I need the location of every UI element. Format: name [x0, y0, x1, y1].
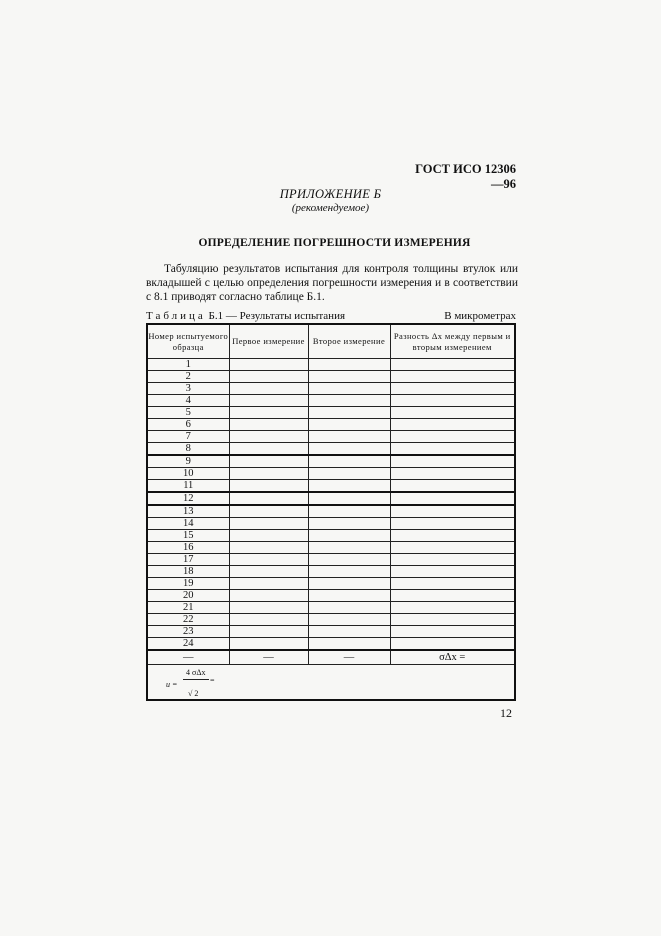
table-row: [147, 518, 515, 530]
sample-number-cell: 2: [147, 371, 229, 383]
results-table: [146, 323, 516, 701]
table-row: [147, 431, 515, 443]
table-row: [147, 419, 515, 431]
second-measurement-cell: [308, 431, 390, 443]
header-difference: Разность Δx между первым и вторым измерением: [390, 324, 515, 359]
difference-cell: [390, 419, 515, 431]
formula-cell: [147, 665, 515, 701]
summary-cell: —: [308, 650, 390, 665]
formula-denominator: √ 2: [188, 689, 199, 698]
second-measurement-cell: [308, 626, 390, 638]
appendix-title: ПРИЛОЖЕНИЕ Б: [279, 187, 382, 201]
difference-cell: [390, 443, 515, 456]
difference-cell: [390, 566, 515, 578]
sample-number-cell: 9: [147, 455, 229, 468]
first-measurement-cell: [229, 566, 308, 578]
sample-number-cell: 6: [147, 419, 229, 431]
standard-number: ГОСТ ИСО 12306—96: [415, 162, 516, 191]
difference-cell: [390, 554, 515, 566]
sample-number-cell: 4: [147, 395, 229, 407]
summary-cell: —: [147, 650, 229, 665]
summary-cell: —: [229, 650, 308, 665]
first-measurement-cell: [229, 407, 308, 419]
difference-cell: [390, 505, 515, 518]
first-measurement-cell: [229, 614, 308, 626]
table-row: [147, 359, 515, 371]
formula-lhs: u =: [166, 680, 178, 689]
difference-cell: [390, 638, 515, 651]
sample-number-cell: 16: [147, 542, 229, 554]
second-measurement-cell: [308, 518, 390, 530]
table-caption-text: Б.1 — Результаты испытания: [208, 310, 346, 322]
table-unit: В микрометрах: [444, 310, 516, 322]
second-measurement-cell: [308, 468, 390, 480]
first-measurement-cell: [229, 542, 308, 554]
sample-number-cell: 7: [147, 431, 229, 443]
difference-cell: [390, 359, 515, 371]
sample-number-cell: 8: [147, 443, 229, 456]
table-row: [147, 614, 515, 626]
table-row: [147, 468, 515, 480]
difference-cell: [390, 530, 515, 542]
sample-number-cell: 10: [147, 468, 229, 480]
difference-cell: [390, 395, 515, 407]
second-measurement-cell: [308, 359, 390, 371]
first-measurement-cell: [229, 578, 308, 590]
table-row: [147, 443, 515, 456]
difference-cell: [390, 578, 515, 590]
table-caption: [146, 310, 516, 322]
summary-row: [147, 650, 515, 665]
formula-equals: =: [210, 676, 215, 685]
sample-number-cell: 17: [147, 554, 229, 566]
formula-row: [147, 665, 515, 701]
sample-number-cell: 19: [147, 578, 229, 590]
table-row: [147, 383, 515, 395]
second-measurement-cell: [308, 383, 390, 395]
body-paragraph: Табуляцию результатов испытания для контроля толщины втулок или вкладышей с целью определения погрешности измерения и в соответствии с 8.1 приводят согласно таблице Б.1.: [146, 263, 518, 303]
page-number: 12: [500, 706, 512, 720]
first-measurement-cell: [229, 602, 308, 614]
second-measurement-cell: [308, 395, 390, 407]
table-row: [147, 566, 515, 578]
table-row: [147, 395, 515, 407]
difference-cell: [390, 480, 515, 493]
first-measurement-cell: [229, 590, 308, 602]
first-measurement-cell: [229, 443, 308, 456]
table-row: [147, 590, 515, 602]
second-measurement-cell: [308, 492, 390, 505]
sample-number-cell: 23: [147, 626, 229, 638]
difference-cell: [390, 542, 515, 554]
table-row: [147, 371, 515, 383]
second-measurement-cell: [308, 505, 390, 518]
sample-number-cell: 14: [147, 518, 229, 530]
sample-number-cell: 3: [147, 383, 229, 395]
first-measurement-cell: [229, 431, 308, 443]
table-row: [147, 407, 515, 419]
second-measurement-cell: [308, 455, 390, 468]
sample-number-cell: 21: [147, 602, 229, 614]
second-measurement-cell: [308, 638, 390, 651]
sample-number-cell: 22: [147, 614, 229, 626]
first-measurement-cell: [229, 554, 308, 566]
first-measurement-cell: [229, 383, 308, 395]
table-row: [147, 602, 515, 614]
second-measurement-cell: [308, 371, 390, 383]
table-body: [147, 359, 515, 701]
difference-cell: [390, 431, 515, 443]
table-row: [147, 492, 515, 505]
section-heading: ОПРЕДЕЛЕНИЕ ПОГРЕШНОСТИ ИЗМЕРЕНИЯ: [198, 237, 471, 249]
first-measurement-cell: [229, 468, 308, 480]
table-row: [147, 542, 515, 554]
second-measurement-cell: [308, 554, 390, 566]
first-measurement-cell: [229, 505, 308, 518]
second-measurement-cell: [308, 614, 390, 626]
second-measurement-cell: [308, 530, 390, 542]
second-measurement-cell: [308, 602, 390, 614]
table-row: [147, 480, 515, 493]
sample-number-cell: 12: [147, 492, 229, 505]
first-measurement-cell: [229, 492, 308, 505]
second-measurement-cell: [308, 566, 390, 578]
difference-cell: [390, 407, 515, 419]
first-measurement-cell: [229, 371, 308, 383]
first-measurement-cell: [229, 480, 308, 493]
sample-number-cell: 20: [147, 590, 229, 602]
difference-cell: [390, 518, 515, 530]
difference-cell: [390, 371, 515, 383]
first-measurement-cell: [229, 395, 308, 407]
difference-cell: [390, 455, 515, 468]
table-row: [147, 455, 515, 468]
second-measurement-cell: [308, 590, 390, 602]
table-caption-word: Таблица: [146, 310, 206, 322]
first-measurement-cell: [229, 638, 308, 651]
second-measurement-cell: [308, 578, 390, 590]
table-row: [147, 554, 515, 566]
summary-sigma: σΔx =: [390, 650, 515, 665]
second-measurement-cell: [308, 443, 390, 456]
sample-number-cell: 24: [147, 638, 229, 651]
first-measurement-cell: [229, 455, 308, 468]
first-measurement-cell: [229, 359, 308, 371]
formula-numerator: 4 σΔx: [186, 668, 206, 677]
table-row: [147, 505, 515, 518]
header-first-measurement: Первое измерение: [229, 324, 308, 359]
sample-number-cell: 13: [147, 505, 229, 518]
sample-number-cell: 1: [147, 359, 229, 371]
appendix-subtitle: (рекомендуемое): [291, 202, 370, 214]
second-measurement-cell: [308, 542, 390, 554]
second-measurement-cell: [308, 480, 390, 493]
first-measurement-cell: [229, 530, 308, 542]
difference-cell: [390, 626, 515, 638]
second-measurement-cell: [308, 407, 390, 419]
sample-number-cell: 15: [147, 530, 229, 542]
header-second-measurement: Второе измерение: [308, 324, 390, 359]
table-row: [147, 626, 515, 638]
sample-number-cell: 5: [147, 407, 229, 419]
difference-cell: [390, 383, 515, 395]
table-header-row: [147, 324, 515, 359]
first-measurement-cell: [229, 626, 308, 638]
difference-cell: [390, 602, 515, 614]
sample-number-cell: 18: [147, 566, 229, 578]
header-sample-number: Номер испытуемого образца: [147, 324, 229, 359]
difference-cell: [390, 468, 515, 480]
first-measurement-cell: [229, 419, 308, 431]
difference-cell: [390, 492, 515, 505]
difference-cell: [390, 614, 515, 626]
fraction-bar: [183, 679, 209, 680]
second-measurement-cell: [308, 419, 390, 431]
table-row: [147, 530, 515, 542]
sample-number-cell: 11: [147, 480, 229, 493]
table-row: [147, 638, 515, 651]
difference-cell: [390, 590, 515, 602]
first-measurement-cell: [229, 518, 308, 530]
table-row: [147, 578, 515, 590]
